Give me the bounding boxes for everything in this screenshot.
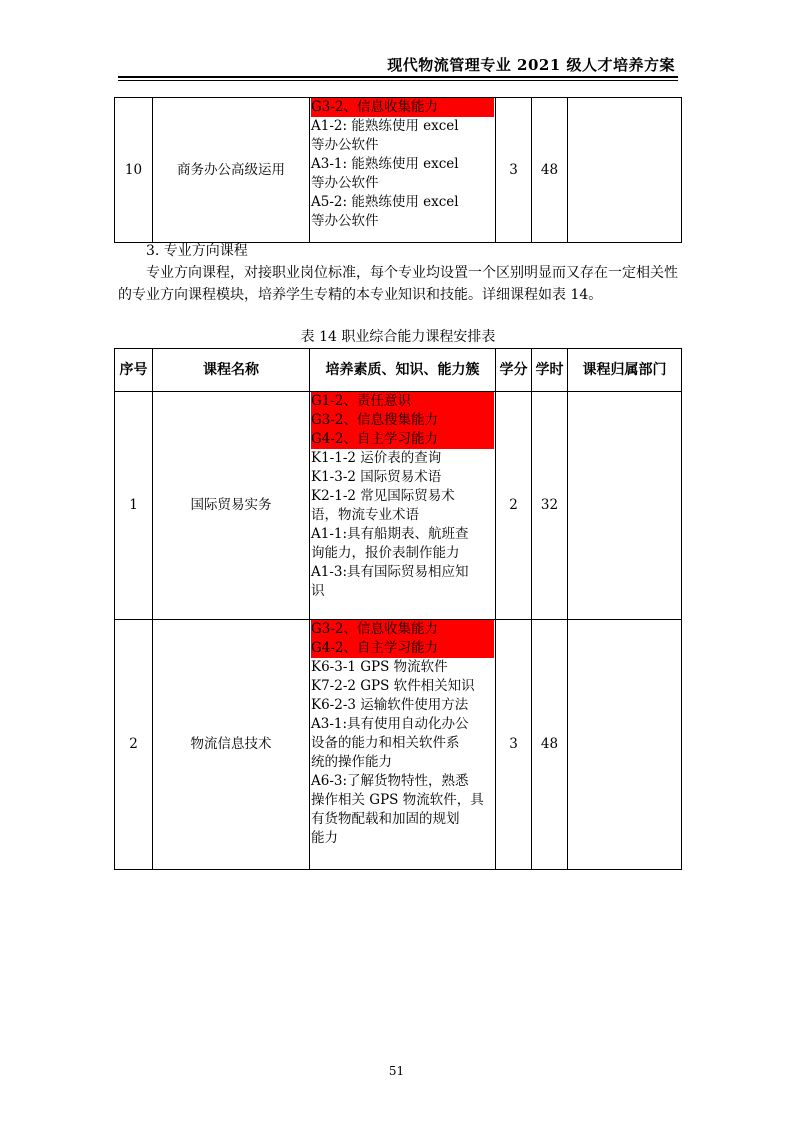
competency-line: 设备的能力和相关软件系 [311,735,460,751]
header-rule-thick [118,76,678,78]
table-caption: 表 14 职业综合能力课程安排表 [300,329,496,345]
page-header-title: 现代物流管理专业 2021 级人才培养方案 [387,56,675,74]
competency-line: A3-1:具有使用自动化办公 [311,716,469,732]
section-heading: 3. 专业方向课程 [146,243,248,259]
competency-line: K6-3-1 GPS 物流软件 [311,659,448,675]
competency-line: A1-1:具有船期表、航班查 [311,526,469,542]
competency-line: K7-2-2 GPS 软件相关知识 [311,678,475,694]
header-department: 课程归属部门 [568,349,682,392]
credits: 3 [496,620,532,870]
table-row [115,98,682,243]
department [568,392,682,620]
continued-table [114,97,682,243]
competency-line: 操作相关 GPS 物流软件，具 [311,792,484,808]
header-rule-thin [118,80,678,81]
course-name: 国际贸易实务 [153,392,310,620]
competency-cell [310,392,496,620]
row-number: 1 [115,392,153,620]
competency-line: 能力 [311,830,338,846]
row-number: 2 [115,620,153,870]
competency-line: 有货物配载和加固的规划 [311,811,460,827]
hours: 48 [532,620,568,870]
competency-line: K2-1-2 常见国际贸易术 [311,488,455,504]
competency-line: 识 [311,583,325,599]
header-no: 序号 [115,349,153,392]
competency-highlight: G3-2、信息收集能力 [311,98,494,117]
header-course: 课程名称 [153,349,310,392]
table-row [115,392,682,620]
competency-highlight: G4-2、自主学习能力 [311,430,494,449]
competency-line: 等办公软件 [311,137,379,153]
competency-cell [310,98,496,243]
course-name: 物流信息技术 [153,620,310,870]
page-number: 51 [388,1064,405,1078]
competency-line: 等办公软件 [311,175,379,191]
competency-highlight: G3-2、信息收集能力 [311,620,494,639]
table-header-row [115,349,682,392]
header-competency: 培养素质、知识、能力簇 [310,349,496,392]
row-number: 10 [115,98,153,243]
competency-highlight: G3-2、信息搜集能力 [311,411,494,430]
competency-line: A5-2: 能熟练使用 excel [311,194,459,210]
competency-line: 语，物流专业术语 [311,507,419,523]
hours: 32 [532,392,568,620]
competency-highlight: G4-2、自主学习能力 [311,639,494,658]
course-table [114,348,682,870]
course-name: 商务办公高级运用 [153,98,310,243]
competency-cell [310,620,496,870]
section-paragraph: 专业方向课程，对接职业岗位标准，每个专业均设置一个区别明显而又存在一定相关性的专业方向课程模块，培养学生专精的本专业知识和技能。详细课程如表 14。 [118,265,678,303]
credits: 2 [496,392,532,620]
competency-line: K6-2-3 运输软件使用方法 [311,697,469,713]
competency-line: A1-3:具有国际贸易相应知 [311,564,469,580]
competency-highlight: G1-2、责任意识 [311,392,494,411]
competency-line: 统的操作能力 [311,754,392,770]
hours: 48 [532,98,568,243]
header-credits: 学分 [496,349,532,392]
department [568,620,682,870]
table-row [115,620,682,870]
competency-line: A3-1: 能熟练使用 excel [311,156,459,172]
competency-line: A1-2: 能熟练使用 excel [311,118,459,134]
competency-line: K1-3-2 国际贸易术语 [311,469,442,485]
competency-line: 询能力，报价表制作能力 [311,545,460,561]
department [568,98,682,243]
competency-line: 等办公软件 [311,213,379,229]
credits: 3 [496,98,532,243]
competency-line: A6-3:了解货物特性，熟悉 [311,773,469,789]
header-hours: 学时 [532,349,568,392]
competency-line: K1-1-2 运价表的查询 [311,450,442,466]
